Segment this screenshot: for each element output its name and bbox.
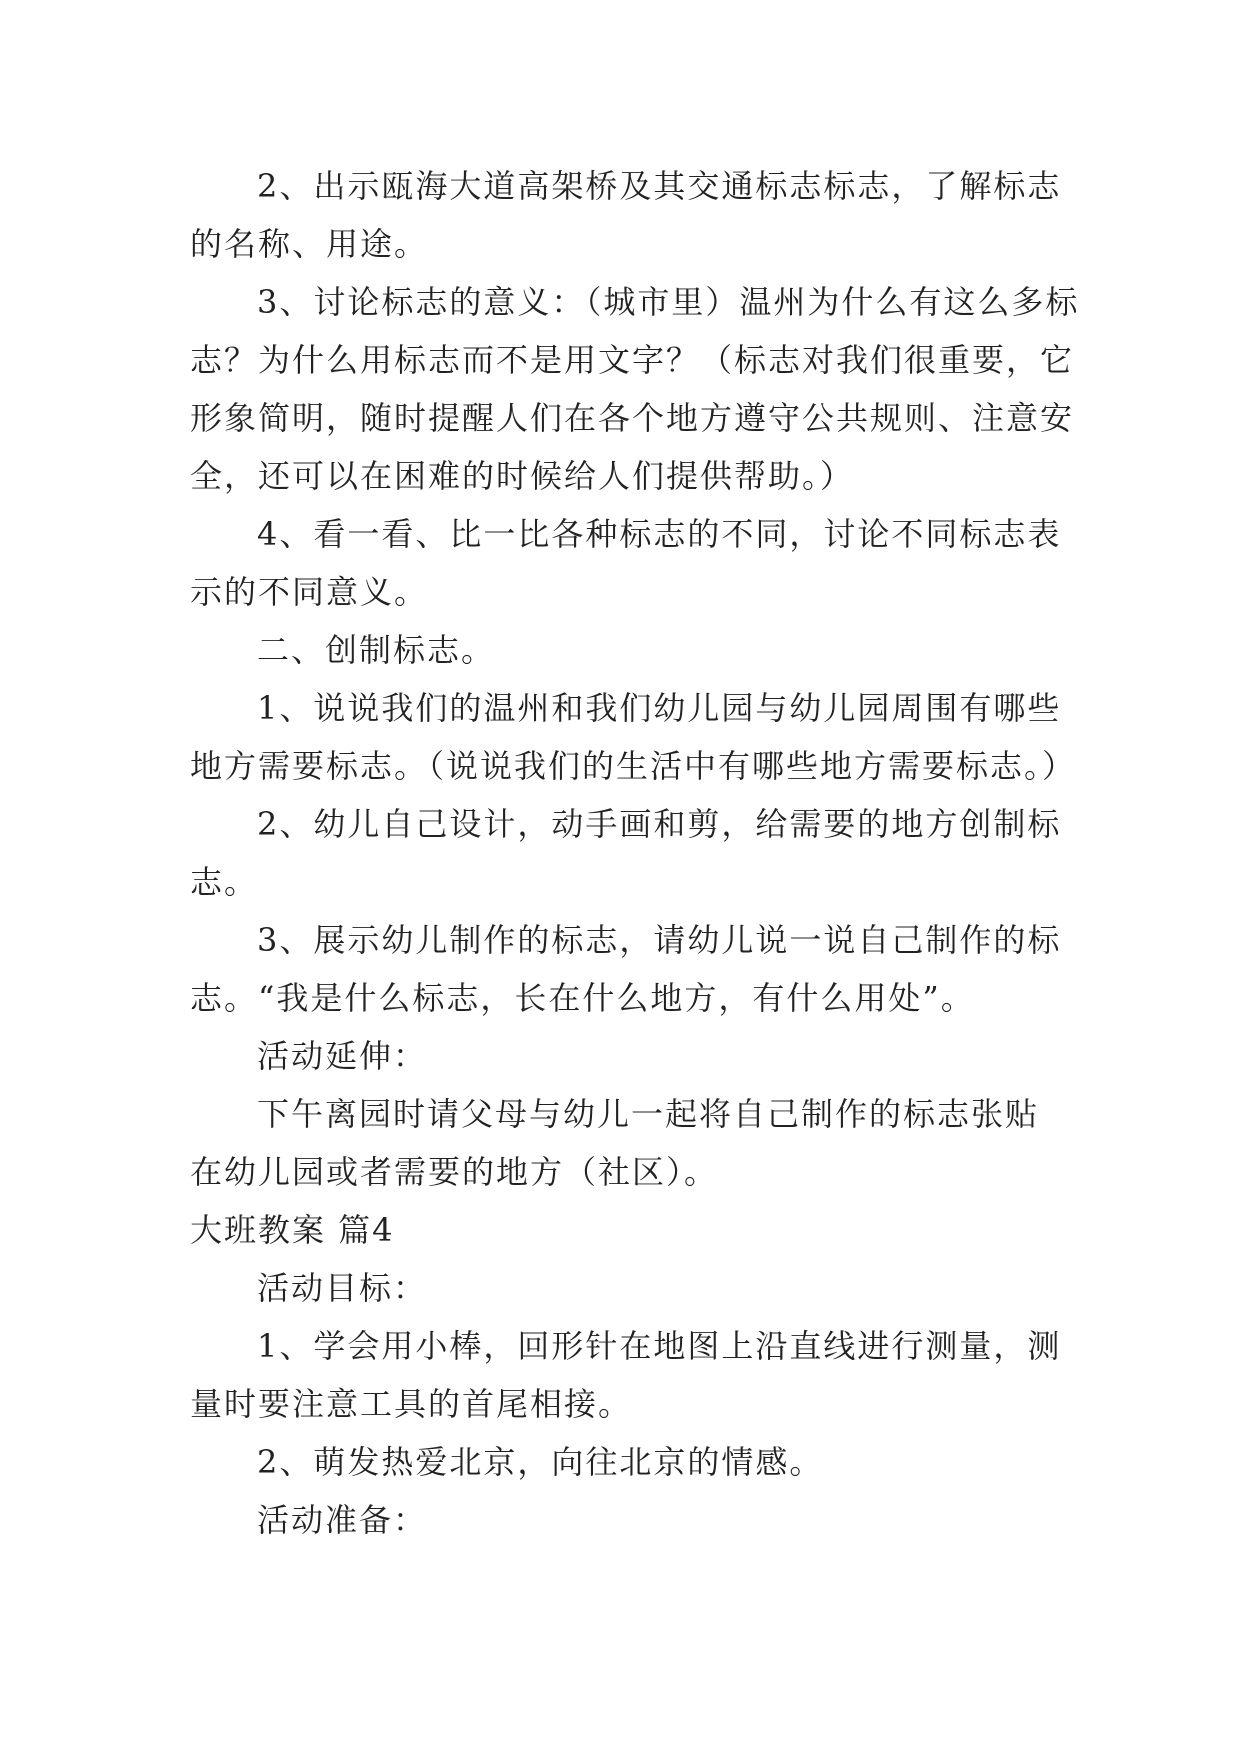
paragraph-line: 2、幼儿自己设计，动手画和剪，给需要的地方创制标 xyxy=(257,805,1062,843)
paragraph-line: 形象简明，随时提醒人们在各个地方遵守公共规则、注意安 xyxy=(190,399,1075,437)
paragraph-line: 示的不同意义。 xyxy=(190,573,429,611)
paragraph-line: 3、讨论标志的意义：（城市里）温州为什么有这么多标 xyxy=(257,283,1080,321)
paragraph-line: 地方需要标志。（说说我们的生活中有哪些地方需要标志。） xyxy=(190,747,1077,785)
paragraph-line: 1、说说我们的温州和我们幼儿园与幼儿园周围有哪些 xyxy=(257,689,1062,727)
paragraph-line: 在幼儿园或者需要的地方（社区）。 xyxy=(190,1153,719,1191)
paragraph-line: 2、萌发热爱北京，向往北京的情感。 xyxy=(257,1443,824,1481)
paragraph-line: 志。 xyxy=(190,863,259,901)
paragraph-line: 2、出示瓯海大道高架桥及其交通标志标志，了解标志 xyxy=(257,167,1062,205)
section-heading: 活动准备： xyxy=(257,1501,428,1539)
paragraph-line: 下午离园时请父母与幼儿一起将自己制作的标志张贴 xyxy=(257,1095,1040,1133)
paragraph-line: 量时要注意工具的首尾相接。 xyxy=(190,1385,633,1423)
paragraph-line: 全，还可以在困难的时候给人们提供帮助。） xyxy=(190,457,855,495)
paragraph-line: 3、展示幼儿制作的标志，请幼儿说一说自己制作的标 xyxy=(257,921,1062,959)
paragraph-line: 志。“我是什么标志，长在什么地方，有什么用处”。 xyxy=(190,979,975,1017)
section-heading: 活动目标： xyxy=(257,1269,428,1307)
paragraph-line: 4、看一看、比一比各种标志的不同，讨论不同标志表 xyxy=(257,515,1062,553)
paragraph-line: 1、学会用小棒，回形针在地图上沿直线进行测量，测 xyxy=(257,1327,1062,1365)
section-heading: 二、创制标志。 xyxy=(257,631,496,669)
paragraph-line: 志？为什么用标志而不是用文字？（标志对我们很重要，它 xyxy=(190,341,1075,379)
paragraph-line: 的名称、用途。 xyxy=(190,225,429,263)
section-heading: 活动延伸： xyxy=(257,1037,428,1075)
lesson-title: 大班教案 篇4 xyxy=(190,1211,395,1249)
